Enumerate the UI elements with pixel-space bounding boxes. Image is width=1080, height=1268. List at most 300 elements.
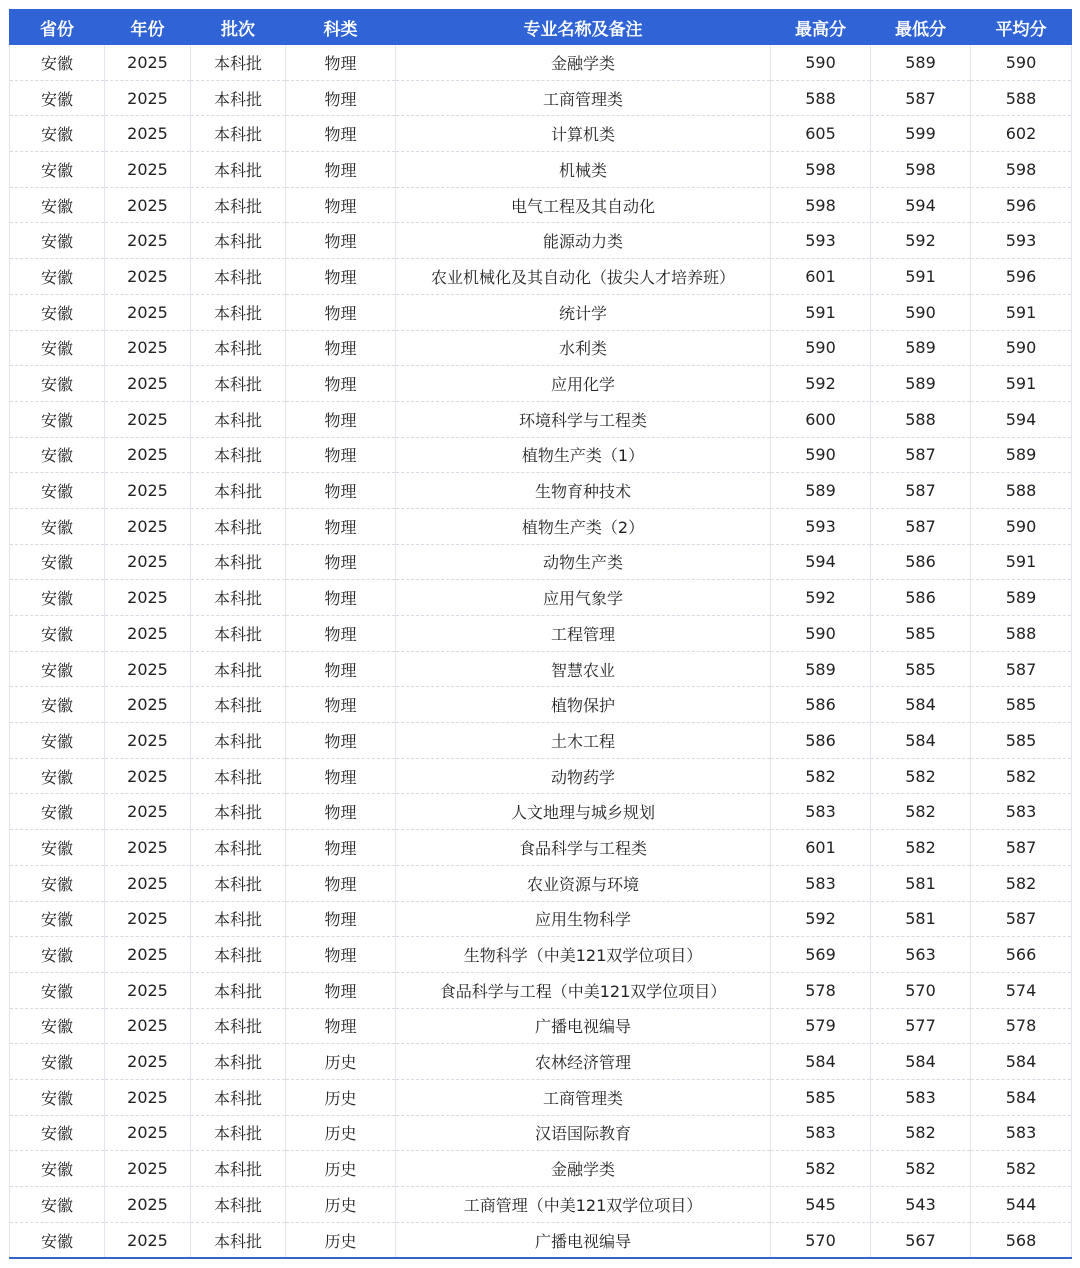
- cell-avg-score: 591: [971, 294, 1072, 330]
- table-row: [10, 972, 1072, 1008]
- cell-major: 应用化学: [396, 366, 771, 402]
- cell-year: 2025: [105, 865, 191, 901]
- cell-major: 动物药学: [396, 758, 771, 794]
- cell-province: 安徽: [10, 687, 105, 723]
- table-row: [10, 1115, 1072, 1151]
- cell-province: 安徽: [10, 152, 105, 188]
- cell-province: 安徽: [10, 330, 105, 366]
- cell-batch: 本科批: [191, 330, 286, 366]
- cell-major: 农业机械化及其自动化（拔尖人才培养班）: [396, 259, 771, 295]
- cell-subject: 物理: [286, 330, 396, 366]
- cell-batch: 本科批: [191, 366, 286, 402]
- cell-batch: 本科批: [191, 116, 286, 152]
- cell-max-score: 589: [771, 473, 871, 509]
- table-row: [10, 1222, 1072, 1258]
- cell-min-score: 587: [871, 508, 971, 544]
- cell-major: 人文地理与城乡规划: [396, 794, 771, 830]
- table-row: [10, 330, 1072, 366]
- cell-avg-score: 583: [971, 1115, 1072, 1151]
- cell-avg-score: 602: [971, 116, 1072, 152]
- cell-subject: 物理: [286, 80, 396, 116]
- cell-max-score: 570: [771, 1222, 871, 1258]
- cell-max-score: 583: [771, 865, 871, 901]
- cell-subject: 物理: [286, 508, 396, 544]
- cell-min-score: 587: [871, 437, 971, 473]
- cell-province: 安徽: [10, 508, 105, 544]
- cell-avg-score: 582: [971, 1151, 1072, 1187]
- cell-subject: 历史: [286, 1079, 396, 1115]
- cell-avg-score: 596: [971, 259, 1072, 295]
- cell-province: 安徽: [10, 366, 105, 402]
- cell-year: 2025: [105, 1187, 191, 1223]
- cell-avg-score: 590: [971, 45, 1072, 80]
- cell-avg-score: 585: [971, 723, 1072, 759]
- cell-year: 2025: [105, 723, 191, 759]
- cell-major: 工程管理: [396, 616, 771, 652]
- cell-min-score: 588: [871, 401, 971, 437]
- cell-subject: 物理: [286, 294, 396, 330]
- cell-province: 安徽: [10, 1151, 105, 1187]
- header-subject: 科类: [286, 9, 396, 45]
- cell-max-score: 591: [771, 294, 871, 330]
- cell-batch: 本科批: [191, 865, 286, 901]
- cell-subject: 物理: [286, 651, 396, 687]
- table-row: [10, 116, 1072, 152]
- cell-province: 安徽: [10, 45, 105, 80]
- table-row: [10, 758, 1072, 794]
- cell-province: 安徽: [10, 1187, 105, 1223]
- table-row: [10, 366, 1072, 402]
- cell-province: 安徽: [10, 723, 105, 759]
- cell-subject: 物理: [286, 865, 396, 901]
- cell-year: 2025: [105, 330, 191, 366]
- cell-avg-score: 588: [971, 473, 1072, 509]
- cell-max-score: 585: [771, 1079, 871, 1115]
- cell-batch: 本科批: [191, 794, 286, 830]
- cell-year: 2025: [105, 651, 191, 687]
- cell-major: 食品科学与工程类: [396, 830, 771, 866]
- cell-min-score: 594: [871, 187, 971, 223]
- cell-min-score: 582: [871, 1115, 971, 1151]
- cell-min-score: 586: [871, 544, 971, 580]
- cell-min-score: 581: [871, 901, 971, 937]
- header-max-score: 最高分: [771, 9, 871, 45]
- cell-subject: 物理: [286, 616, 396, 652]
- table-row: [10, 259, 1072, 295]
- cell-min-score: 570: [871, 972, 971, 1008]
- cell-max-score: 592: [771, 366, 871, 402]
- cell-year: 2025: [105, 830, 191, 866]
- table-row: [10, 687, 1072, 723]
- cell-province: 安徽: [10, 437, 105, 473]
- cell-subject: 物理: [286, 437, 396, 473]
- cell-subject: 物理: [286, 972, 396, 1008]
- cell-batch: 本科批: [191, 1151, 286, 1187]
- cell-year: 2025: [105, 45, 191, 80]
- table-body: [10, 45, 1072, 1258]
- cell-major: 机械类: [396, 152, 771, 188]
- cell-batch: 本科批: [191, 294, 286, 330]
- cell-batch: 本科批: [191, 187, 286, 223]
- cell-batch: 本科批: [191, 508, 286, 544]
- cell-avg-score: 591: [971, 544, 1072, 580]
- cell-major: 计算机类: [396, 116, 771, 152]
- cell-subject: 历史: [286, 1151, 396, 1187]
- cell-year: 2025: [105, 152, 191, 188]
- cell-subject: 物理: [286, 901, 396, 937]
- table-row: [10, 723, 1072, 759]
- cell-avg-score: 598: [971, 152, 1072, 188]
- cell-batch: 本科批: [191, 830, 286, 866]
- table-row: [10, 580, 1072, 616]
- cell-max-score: 582: [771, 758, 871, 794]
- cell-min-score: 589: [871, 330, 971, 366]
- cell-major: 工商管理类: [396, 1079, 771, 1115]
- cell-min-score: 583: [871, 1079, 971, 1115]
- cell-min-score: 563: [871, 937, 971, 973]
- cell-avg-score: 593: [971, 223, 1072, 259]
- cell-year: 2025: [105, 116, 191, 152]
- cell-province: 安徽: [10, 1115, 105, 1151]
- cell-max-score: 601: [771, 830, 871, 866]
- cell-year: 2025: [105, 1222, 191, 1258]
- cell-batch: 本科批: [191, 473, 286, 509]
- table-row: [10, 473, 1072, 509]
- cell-province: 安徽: [10, 972, 105, 1008]
- cell-max-score: 584: [771, 1044, 871, 1080]
- admission-score-table: [9, 9, 1072, 1259]
- cell-major: 电气工程及其自动化: [396, 187, 771, 223]
- table-row: [10, 80, 1072, 116]
- cell-province: 安徽: [10, 116, 105, 152]
- table-row: [10, 223, 1072, 259]
- cell-year: 2025: [105, 401, 191, 437]
- cell-province: 安徽: [10, 794, 105, 830]
- cell-min-score: 584: [871, 687, 971, 723]
- cell-major: 统计学: [396, 294, 771, 330]
- cell-major: 农业资源与环境: [396, 865, 771, 901]
- table-row: [10, 1008, 1072, 1044]
- cell-subject: 物理: [286, 1008, 396, 1044]
- table-row: [10, 1079, 1072, 1115]
- cell-batch: 本科批: [191, 901, 286, 937]
- cell-max-score: 601: [771, 259, 871, 295]
- table-row: [10, 651, 1072, 687]
- table-row: [10, 544, 1072, 580]
- cell-major: 环境科学与工程类: [396, 401, 771, 437]
- cell-subject: 物理: [286, 45, 396, 80]
- cell-avg-score: 582: [971, 758, 1072, 794]
- cell-avg-score: 588: [971, 80, 1072, 116]
- cell-max-score: 598: [771, 152, 871, 188]
- cell-min-score: 567: [871, 1222, 971, 1258]
- cell-min-score: 582: [871, 1151, 971, 1187]
- cell-avg-score: 587: [971, 901, 1072, 937]
- cell-year: 2025: [105, 1044, 191, 1080]
- cell-min-score: 585: [871, 616, 971, 652]
- cell-province: 安徽: [10, 1044, 105, 1080]
- score-table-container: [9, 9, 1071, 1259]
- cell-avg-score: 587: [971, 830, 1072, 866]
- cell-batch: 本科批: [191, 259, 286, 295]
- cell-batch: 本科批: [191, 223, 286, 259]
- cell-min-score: 592: [871, 223, 971, 259]
- cell-min-score: 582: [871, 794, 971, 830]
- cell-year: 2025: [105, 794, 191, 830]
- cell-year: 2025: [105, 473, 191, 509]
- table-row: [10, 437, 1072, 473]
- cell-subject: 物理: [286, 580, 396, 616]
- cell-avg-score: 544: [971, 1187, 1072, 1223]
- cell-avg-score: 585: [971, 687, 1072, 723]
- cell-province: 安徽: [10, 830, 105, 866]
- cell-max-score: 590: [771, 45, 871, 80]
- cell-major: 土木工程: [396, 723, 771, 759]
- cell-max-score: 582: [771, 1151, 871, 1187]
- cell-subject: 历史: [286, 1222, 396, 1258]
- cell-major: 应用气象学: [396, 580, 771, 616]
- header-avg-score: 平均分: [971, 9, 1072, 45]
- cell-major: 食品科学与工程（中美121双学位项目）: [396, 972, 771, 1008]
- header-major: 专业名称及备注: [396, 9, 771, 45]
- cell-max-score: 600: [771, 401, 871, 437]
- cell-major: 工商管理类: [396, 80, 771, 116]
- cell-major: 智慧农业: [396, 651, 771, 687]
- cell-subject: 物理: [286, 937, 396, 973]
- cell-avg-score: 568: [971, 1222, 1072, 1258]
- cell-avg-score: 583: [971, 794, 1072, 830]
- cell-province: 安徽: [10, 544, 105, 580]
- cell-max-score: 545: [771, 1187, 871, 1223]
- cell-max-score: 592: [771, 901, 871, 937]
- cell-avg-score: 574: [971, 972, 1072, 1008]
- cell-major: 金融学类: [396, 45, 771, 80]
- cell-batch: 本科批: [191, 972, 286, 1008]
- cell-max-score: 583: [771, 794, 871, 830]
- cell-major: 应用生物科学: [396, 901, 771, 937]
- cell-province: 安徽: [10, 259, 105, 295]
- cell-max-score: 569: [771, 937, 871, 973]
- cell-year: 2025: [105, 758, 191, 794]
- cell-province: 安徽: [10, 223, 105, 259]
- cell-subject: 物理: [286, 723, 396, 759]
- cell-year: 2025: [105, 1115, 191, 1151]
- table-row: [10, 401, 1072, 437]
- header-batch: 批次: [191, 9, 286, 45]
- cell-max-score: 583: [771, 1115, 871, 1151]
- cell-min-score: 599: [871, 116, 971, 152]
- cell-subject: 历史: [286, 1187, 396, 1223]
- cell-major: 广播电视编导: [396, 1008, 771, 1044]
- cell-max-score: 589: [771, 651, 871, 687]
- cell-subject: 物理: [286, 116, 396, 152]
- cell-year: 2025: [105, 1079, 191, 1115]
- cell-major: 金融学类: [396, 1151, 771, 1187]
- cell-year: 2025: [105, 580, 191, 616]
- cell-max-score: 590: [771, 330, 871, 366]
- cell-year: 2025: [105, 616, 191, 652]
- cell-province: 安徽: [10, 1079, 105, 1115]
- cell-major: 生物育种技术: [396, 473, 771, 509]
- cell-province: 安徽: [10, 294, 105, 330]
- cell-batch: 本科批: [191, 1044, 286, 1080]
- cell-year: 2025: [105, 544, 191, 580]
- cell-avg-score: 588: [971, 616, 1072, 652]
- cell-major: 农林经济管理: [396, 1044, 771, 1080]
- header-row: [10, 9, 1072, 45]
- table-row: [10, 1187, 1072, 1223]
- cell-batch: 本科批: [191, 544, 286, 580]
- cell-subject: 物理: [286, 473, 396, 509]
- cell-max-score: 590: [771, 437, 871, 473]
- header-min-score: 最低分: [871, 9, 971, 45]
- cell-year: 2025: [105, 1008, 191, 1044]
- cell-max-score: 605: [771, 116, 871, 152]
- cell-batch: 本科批: [191, 616, 286, 652]
- cell-year: 2025: [105, 259, 191, 295]
- cell-avg-score: 566: [971, 937, 1072, 973]
- table-row: [10, 830, 1072, 866]
- cell-max-score: 594: [771, 544, 871, 580]
- cell-province: 安徽: [10, 1222, 105, 1258]
- cell-subject: 物理: [286, 794, 396, 830]
- cell-max-score: 578: [771, 972, 871, 1008]
- cell-batch: 本科批: [191, 723, 286, 759]
- cell-major: 植物保护: [396, 687, 771, 723]
- cell-year: 2025: [105, 437, 191, 473]
- cell-max-score: 598: [771, 187, 871, 223]
- cell-year: 2025: [105, 687, 191, 723]
- cell-min-score: 585: [871, 651, 971, 687]
- cell-max-score: 593: [771, 223, 871, 259]
- cell-avg-score: 584: [971, 1079, 1072, 1115]
- cell-batch: 本科批: [191, 1187, 286, 1223]
- cell-min-score: 584: [871, 1044, 971, 1080]
- table-row: [10, 865, 1072, 901]
- cell-year: 2025: [105, 366, 191, 402]
- cell-min-score: 589: [871, 366, 971, 402]
- cell-subject: 物理: [286, 223, 396, 259]
- cell-max-score: 593: [771, 508, 871, 544]
- table-row: [10, 152, 1072, 188]
- cell-province: 安徽: [10, 937, 105, 973]
- cell-province: 安徽: [10, 1008, 105, 1044]
- cell-avg-score: 589: [971, 437, 1072, 473]
- cell-min-score: 590: [871, 294, 971, 330]
- cell-max-score: 590: [771, 616, 871, 652]
- cell-major: 动物生产类: [396, 544, 771, 580]
- cell-batch: 本科批: [191, 937, 286, 973]
- cell-subject: 物理: [286, 366, 396, 402]
- cell-year: 2025: [105, 1151, 191, 1187]
- cell-batch: 本科批: [191, 687, 286, 723]
- cell-subject: 物理: [286, 187, 396, 223]
- cell-min-score: 584: [871, 723, 971, 759]
- cell-year: 2025: [105, 508, 191, 544]
- table-row: [10, 45, 1072, 80]
- cell-batch: 本科批: [191, 580, 286, 616]
- cell-avg-score: 591: [971, 366, 1072, 402]
- cell-avg-score: 584: [971, 1044, 1072, 1080]
- cell-year: 2025: [105, 187, 191, 223]
- cell-province: 安徽: [10, 901, 105, 937]
- cell-min-score: 581: [871, 865, 971, 901]
- cell-batch: 本科批: [191, 401, 286, 437]
- cell-batch: 本科批: [191, 45, 286, 80]
- cell-subject: 物理: [286, 401, 396, 437]
- cell-min-score: 591: [871, 259, 971, 295]
- cell-avg-score: 590: [971, 330, 1072, 366]
- cell-min-score: 582: [871, 758, 971, 794]
- cell-major: 汉语国际教育: [396, 1115, 771, 1151]
- cell-province: 安徽: [10, 758, 105, 794]
- cell-subject: 历史: [286, 1115, 396, 1151]
- cell-batch: 本科批: [191, 1079, 286, 1115]
- table-row: [10, 616, 1072, 652]
- cell-major: 水利类: [396, 330, 771, 366]
- cell-min-score: 586: [871, 580, 971, 616]
- table-header: [10, 9, 1072, 45]
- cell-province: 安徽: [10, 80, 105, 116]
- cell-batch: 本科批: [191, 651, 286, 687]
- cell-max-score: 586: [771, 723, 871, 759]
- cell-batch: 本科批: [191, 758, 286, 794]
- table-row: [10, 294, 1072, 330]
- cell-batch: 本科批: [191, 1008, 286, 1044]
- cell-batch: 本科批: [191, 80, 286, 116]
- table-row: [10, 1151, 1072, 1187]
- table-row: [10, 901, 1072, 937]
- cell-subject: 物理: [286, 687, 396, 723]
- cell-province: 安徽: [10, 580, 105, 616]
- cell-avg-score: 589: [971, 580, 1072, 616]
- table-row: [10, 508, 1072, 544]
- cell-avg-score: 587: [971, 651, 1072, 687]
- cell-avg-score: 582: [971, 865, 1072, 901]
- cell-min-score: 587: [871, 473, 971, 509]
- cell-province: 安徽: [10, 651, 105, 687]
- cell-batch: 本科批: [191, 1222, 286, 1258]
- table-row: [10, 937, 1072, 973]
- cell-avg-score: 590: [971, 508, 1072, 544]
- table-row: [10, 187, 1072, 223]
- cell-subject: 物理: [286, 758, 396, 794]
- cell-year: 2025: [105, 294, 191, 330]
- cell-max-score: 579: [771, 1008, 871, 1044]
- header-province: 省份: [10, 9, 105, 45]
- table-row: [10, 1044, 1072, 1080]
- cell-year: 2025: [105, 972, 191, 1008]
- cell-subject: 物理: [286, 259, 396, 295]
- cell-min-score: 577: [871, 1008, 971, 1044]
- cell-subject: 物理: [286, 544, 396, 580]
- table-row: [10, 794, 1072, 830]
- cell-province: 安徽: [10, 865, 105, 901]
- cell-min-score: 587: [871, 80, 971, 116]
- cell-min-score: 589: [871, 45, 971, 80]
- cell-min-score: 598: [871, 152, 971, 188]
- cell-min-score: 543: [871, 1187, 971, 1223]
- cell-major: 工商管理（中美121双学位项目）: [396, 1187, 771, 1223]
- cell-province: 安徽: [10, 187, 105, 223]
- cell-major: 能源动力类: [396, 223, 771, 259]
- cell-avg-score: 594: [971, 401, 1072, 437]
- cell-major: 广播电视编导: [396, 1222, 771, 1258]
- header-year: 年份: [105, 9, 191, 45]
- cell-max-score: 592: [771, 580, 871, 616]
- cell-subject: 历史: [286, 1044, 396, 1080]
- cell-batch: 本科批: [191, 437, 286, 473]
